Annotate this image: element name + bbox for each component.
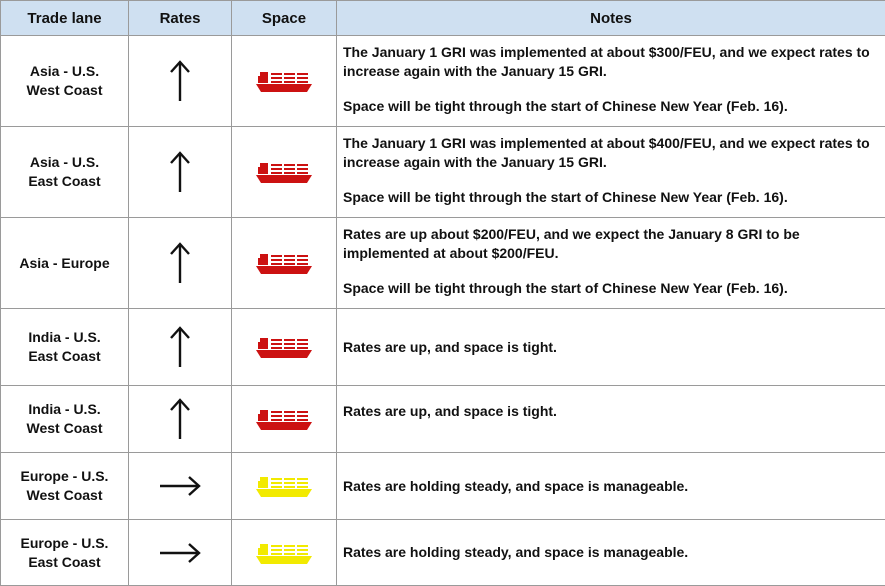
table-row (1, 520, 885, 586)
rate-cell (129, 127, 232, 218)
note-text: The January 1 GRI was implemented at about $300/FEU, and we expect rates to increase again with the January 15 GRI. (343, 43, 877, 81)
trade-lane-line2: East Coast (5, 172, 124, 191)
header-notes: Notes (337, 1, 885, 36)
rate-cell (129, 218, 232, 309)
note-text: Rates are holding steady, and space is manageable. (343, 477, 877, 496)
rate-cell (129, 36, 232, 127)
rate-cell (129, 453, 232, 520)
notes-cell (337, 218, 885, 309)
table-row (1, 309, 885, 386)
trade-lane-cell (1, 218, 129, 309)
arrow-right-icon (158, 474, 202, 498)
note-text: Rates are holding steady, and space is manageable. (343, 543, 877, 562)
note-text: Rates are up, and space is tight. (343, 338, 877, 357)
space-cell (232, 520, 337, 586)
trade-lane-line1: Europe - U.S. (5, 467, 124, 486)
space-cell (232, 218, 337, 309)
trade-lane-line2: West Coast (5, 419, 124, 438)
trade-lane-line1: Europe - U.S. (5, 534, 124, 553)
ship-yellow-icon (254, 541, 314, 565)
table-row (1, 453, 885, 520)
notes-cell (337, 520, 885, 586)
space-cell (232, 127, 337, 218)
arrow-up-icon (168, 59, 192, 103)
notes-cell (337, 127, 885, 218)
ship-red-icon (254, 251, 314, 275)
trade-lane-line2: West Coast (5, 81, 124, 100)
table-row (1, 36, 885, 127)
header-row (1, 1, 885, 36)
trade-lane-cell (1, 127, 129, 218)
space-cell (232, 36, 337, 127)
notes-cell (337, 36, 885, 127)
trade-lane-cell (1, 309, 129, 386)
trade-lane-cell (1, 520, 129, 586)
trade-lane-cell (1, 36, 129, 127)
note-text-secondary: Space will be tight through the start of Chinese New Year (Feb. 16). (343, 279, 877, 298)
rate-cell (129, 520, 232, 586)
ship-red-icon (254, 160, 314, 184)
trade-lane-line1: India - U.S. (5, 400, 124, 419)
note-text: The January 1 GRI was implemented at about $400/FEU, and we expect rates to increase again with the January 15 GRI. (343, 134, 877, 172)
trade-lane-line2: East Coast (5, 347, 124, 366)
note-text-secondary: Space will be tight through the start of Chinese New Year (Feb. 16). (343, 97, 877, 116)
table-row (1, 218, 885, 309)
trade-lane-line1: Asia - Europe (5, 254, 124, 273)
arrow-up-icon (168, 241, 192, 285)
ship-red-icon (254, 69, 314, 93)
note-text: Rates are up, and space is tight. (343, 402, 877, 421)
trade-lane-line2: East Coast (5, 553, 124, 572)
trade-lane-line1: India - U.S. (5, 328, 124, 347)
ship-red-icon (254, 335, 314, 359)
arrow-right-icon (158, 541, 202, 565)
notes-cell (337, 309, 885, 386)
space-cell (232, 453, 337, 520)
header-trade-lane: Trade lane (1, 1, 129, 36)
trade-lane-line1: Asia - U.S. (5, 153, 124, 172)
arrow-up-icon (168, 150, 192, 194)
trade-lane-line1: Asia - U.S. (5, 62, 124, 81)
arrow-up-icon (168, 397, 192, 441)
trade-lane-cell (1, 386, 129, 453)
notes-cell (337, 386, 885, 453)
space-cell (232, 386, 337, 453)
trade-lane-line2: West Coast (5, 486, 124, 505)
arrow-up-icon (168, 325, 192, 369)
space-cell (232, 309, 337, 386)
notes-cell (337, 453, 885, 520)
header-space: Space (232, 1, 337, 36)
rate-cell (129, 386, 232, 453)
note-text: Rates are up about $200/FEU, and we expect the January 8 GRI to be implemented at about $200/FEU. (343, 225, 877, 263)
trade-lane-cell (1, 453, 129, 520)
rate-cell (129, 309, 232, 386)
header-rates: Rates (129, 1, 232, 36)
note-text-secondary: Space will be tight through the start of Chinese New Year (Feb. 16). (343, 188, 877, 207)
table-row (1, 127, 885, 218)
ship-yellow-icon (254, 474, 314, 498)
ship-red-icon (254, 407, 314, 431)
table-row (1, 386, 885, 453)
